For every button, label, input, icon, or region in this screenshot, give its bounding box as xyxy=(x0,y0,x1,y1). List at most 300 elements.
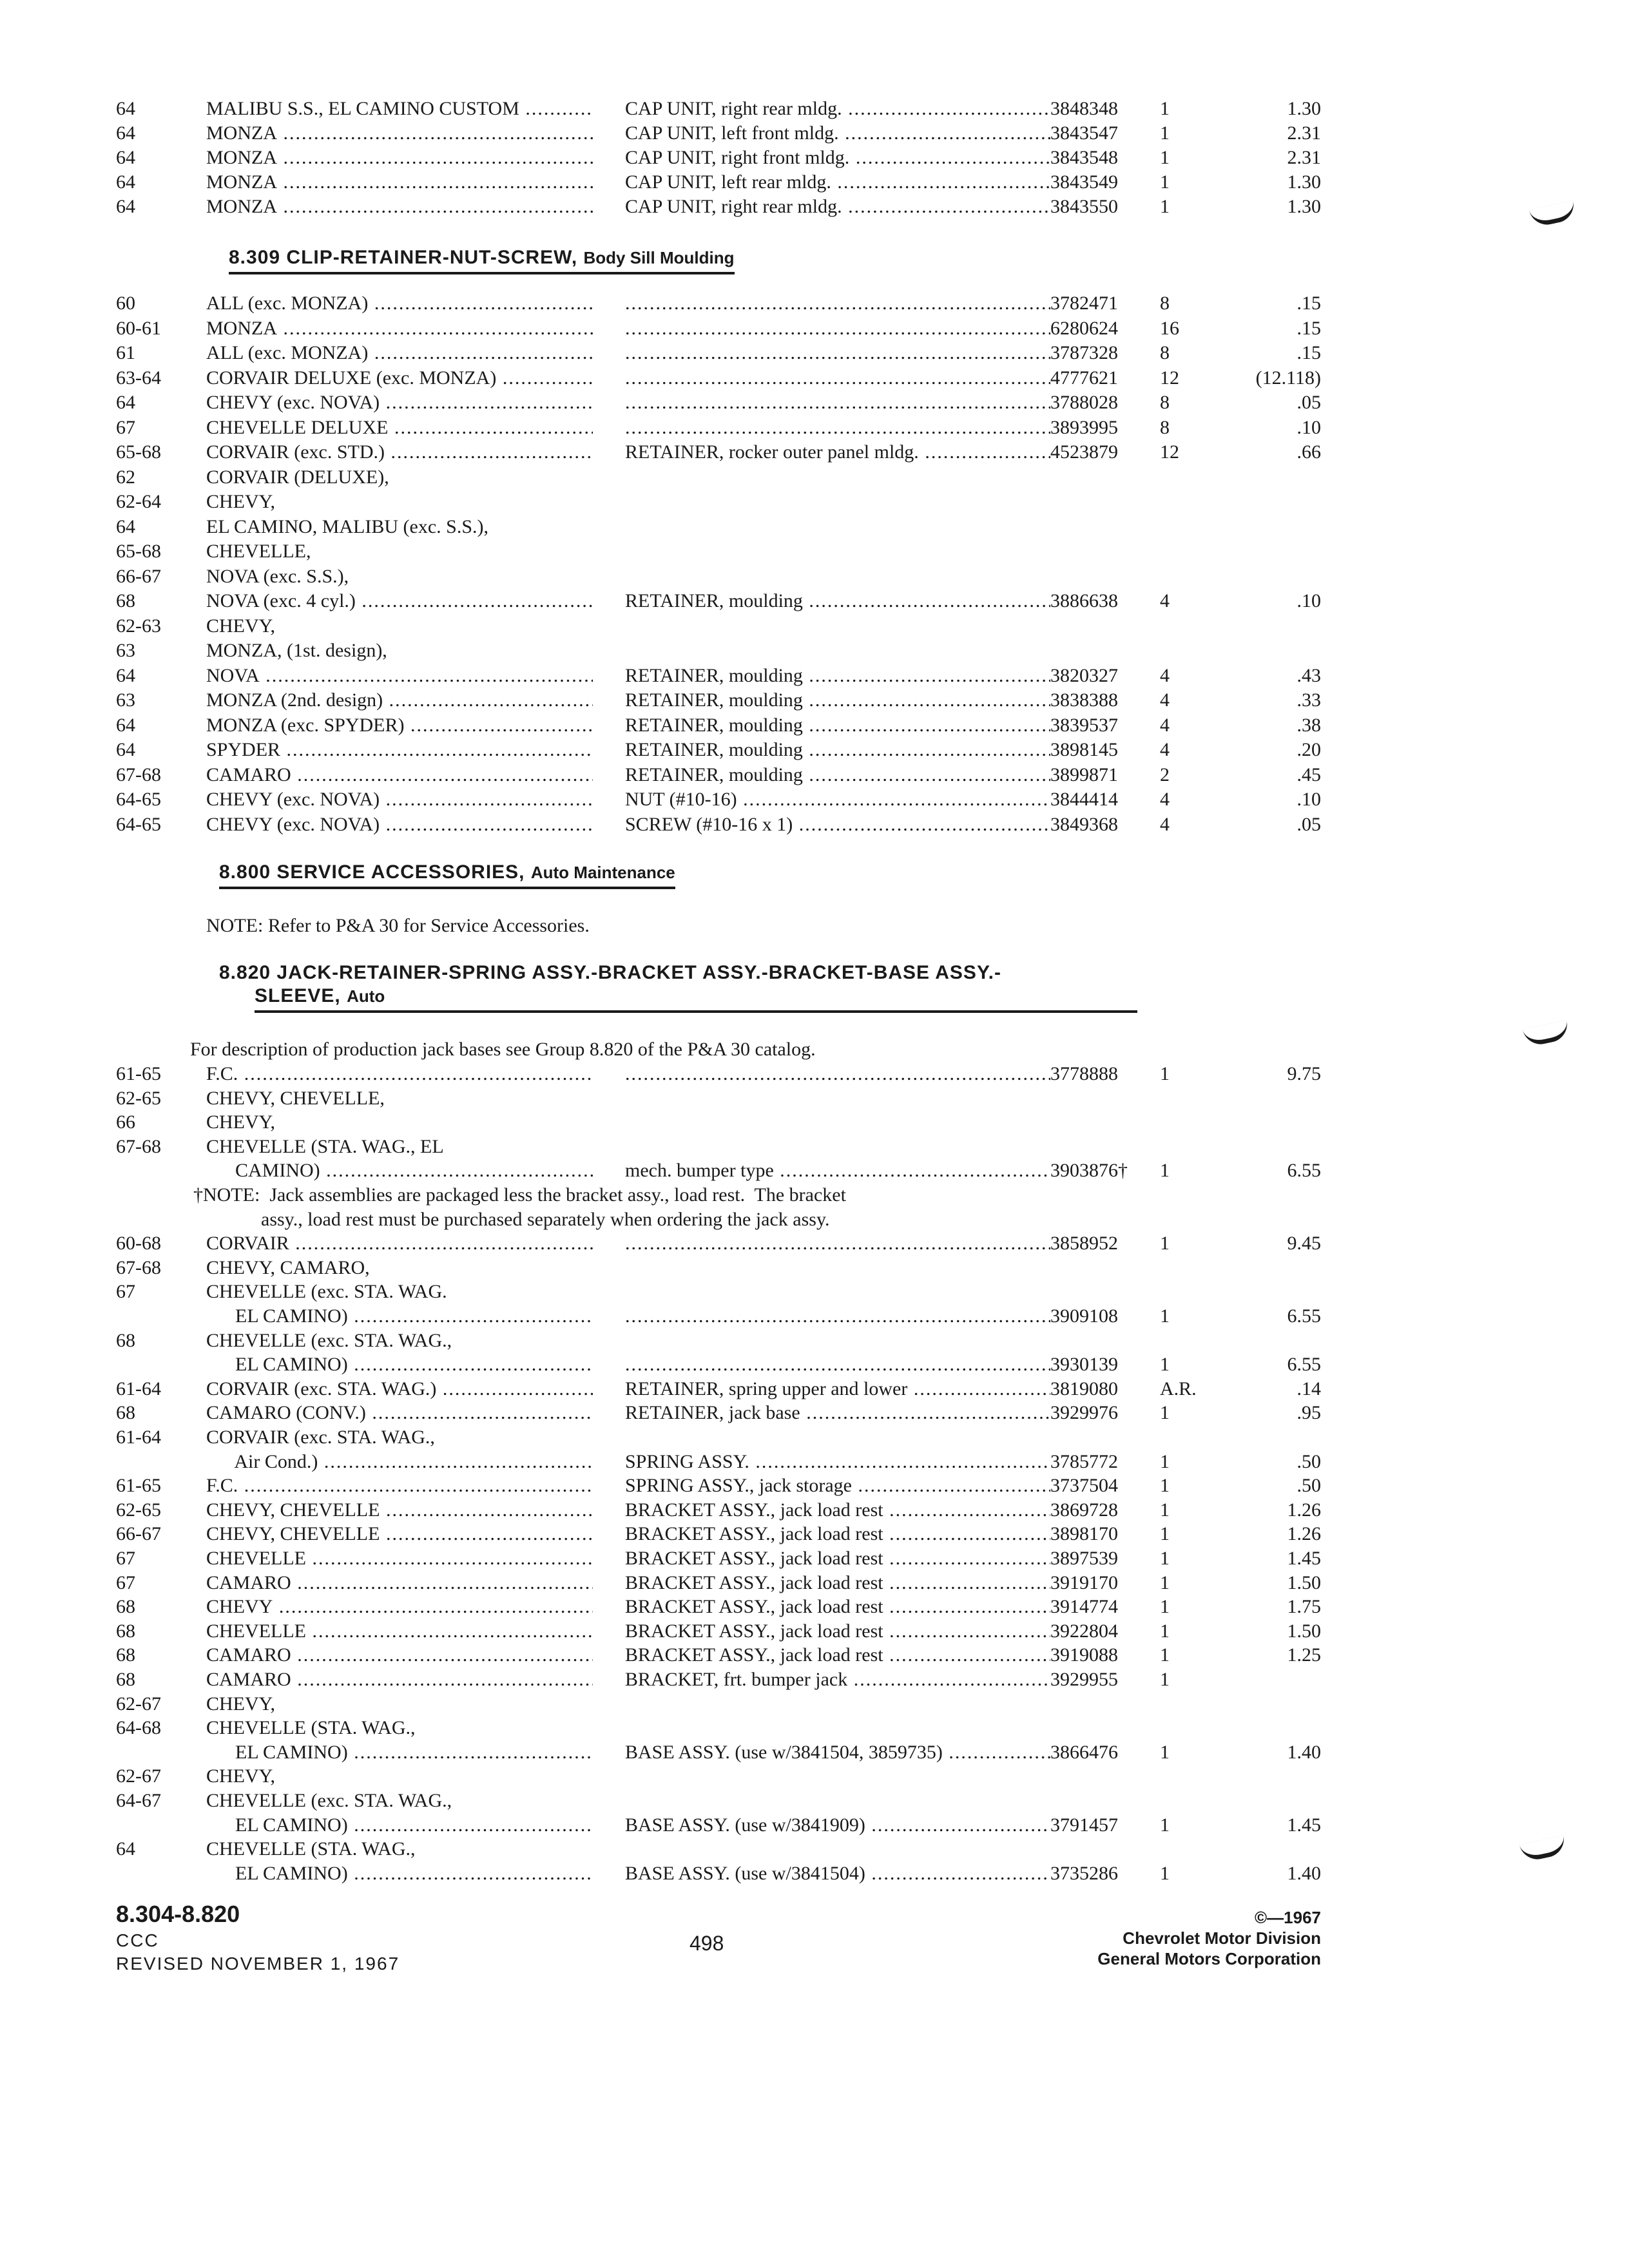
price-cell: 1.30 xyxy=(1287,196,1321,217)
catalog-code: CCC xyxy=(116,1930,159,1950)
description-cell xyxy=(625,1231,1050,1256)
table-row xyxy=(116,713,1585,738)
price-cell: 1.50 xyxy=(1287,1571,1321,1593)
model-cell: CORVAIR (exc. STA. WAG.) ..... xyxy=(206,1377,593,1401)
model-cell: Air Cond.) ..... xyxy=(206,1450,593,1474)
table-row xyxy=(116,416,1585,440)
table-row xyxy=(116,195,1585,219)
year-cell: 67-68 xyxy=(116,764,161,785)
description-cell: BASE ASSY. (use w/3841504, 3859735) ..... xyxy=(625,1740,1050,1765)
description-cell xyxy=(625,416,1050,440)
model-cell: CHEVY, CHEVELLE ..... xyxy=(206,1522,593,1546)
part-number-cell: 3899871 xyxy=(1050,764,1118,785)
year-cell: 64 xyxy=(116,392,135,413)
quantity-cell: 4 xyxy=(1160,590,1170,611)
part-number-cell: 3909108 xyxy=(1050,1305,1118,1327)
description-cell xyxy=(625,341,1050,365)
model-cell: CHEVY ..... xyxy=(206,1595,593,1619)
table-row xyxy=(116,639,1585,663)
table-row xyxy=(116,1110,1585,1135)
table-row xyxy=(116,738,1585,762)
table-row xyxy=(116,146,1585,170)
table-row xyxy=(116,1837,1585,1861)
price-cell: 2.31 xyxy=(1287,122,1321,144)
model-cell: CHEVELLE (exc. STA. WAG., xyxy=(206,1790,452,1811)
quantity-cell: 1 xyxy=(1160,98,1170,119)
description-cell: RETAINER, rocker outer panel mldg. ..... xyxy=(625,440,1050,465)
year-cell: 62-65 xyxy=(116,1087,161,1109)
year-cell: 65-68 xyxy=(116,441,161,463)
table-row xyxy=(116,1086,1585,1111)
table-row xyxy=(116,316,1585,341)
price-cell: 1.26 xyxy=(1287,1523,1321,1545)
price-cell: 2.31 xyxy=(1287,147,1321,168)
row-note: †NOTE: Jack assemblies are packaged less the bracket assy., load rest. The bracket xyxy=(193,1184,846,1206)
price-cell: .43 xyxy=(1296,664,1321,686)
year-cell: 63 xyxy=(116,640,135,661)
quantity-cell: 1 xyxy=(1160,196,1170,217)
model-cell: EL CAMINO) ..... xyxy=(206,1740,593,1765)
model-cell: EL CAMINO) ..... xyxy=(206,1304,593,1329)
table-row xyxy=(116,1789,1585,1813)
model-cell: ALL (exc. MONZA) ..... xyxy=(206,341,593,365)
part-number-cell: 3778888 xyxy=(1050,1063,1118,1084)
description-cell: CAP UNIT, right front mldg. ..... xyxy=(625,146,1050,170)
year-cell: 64 xyxy=(116,1838,135,1860)
year-cell: 61-65 xyxy=(116,1475,161,1497)
table-row xyxy=(116,564,1585,589)
quantity-cell: A.R. xyxy=(1160,1378,1197,1399)
model-cell: NOVA (exc. 4 cyl.) ..... xyxy=(206,589,593,613)
table-row xyxy=(116,366,1585,390)
price-cell: 1.26 xyxy=(1287,1499,1321,1521)
table-row xyxy=(116,1643,1585,1667)
part-number-cell: 3858952 xyxy=(1050,1233,1118,1254)
description-cell: CAP UNIT, right rear mldg. ..... xyxy=(625,195,1050,219)
quantity-cell: 1 xyxy=(1160,1620,1170,1642)
table-row xyxy=(116,688,1585,713)
table-row xyxy=(116,1813,1585,1838)
year-cell: 61-65 xyxy=(116,1063,161,1084)
quantity-cell: 8 xyxy=(1160,293,1170,314)
year-cell: 64 xyxy=(116,147,135,168)
price-cell: 6.55 xyxy=(1287,1305,1321,1327)
heading-line-1: 8.820 JACK-RETAINER-SPRING ASSY.-BRACKET ASSY.-BRACKET-BASE ASSY.- xyxy=(219,962,1001,983)
quantity-cell: 4 xyxy=(1160,739,1170,760)
part-number-cell: 3843547 xyxy=(1050,122,1118,144)
model-cell: CAMARO ..... xyxy=(206,1667,593,1692)
part-number-cell: 3843550 xyxy=(1050,196,1118,217)
table-row xyxy=(116,763,1585,787)
table-row xyxy=(116,1571,1585,1595)
price-cell: 1.40 xyxy=(1287,1741,1321,1763)
model-cell: EL CAMINO, MALIBU (exc. S.S.), xyxy=(206,515,489,537)
year-cell: 64 xyxy=(116,122,135,144)
description-cell: CAP UNIT, right rear mldg. ..... xyxy=(625,97,1050,121)
heading-sub: Body Sill Moulding xyxy=(583,248,735,267)
model-cell: CAMARO ..... xyxy=(206,763,593,787)
quantity-cell: 1 xyxy=(1160,147,1170,168)
year-cell: 62-63 xyxy=(116,615,161,637)
year-cell: 68 xyxy=(116,1644,135,1666)
price-cell: .20 xyxy=(1296,739,1321,760)
model-cell: CHEVELLE (STA. WAG., xyxy=(206,1717,416,1739)
description-cell: BASE ASSY. (use w/3841504) ..... xyxy=(625,1861,1050,1886)
table-row xyxy=(116,787,1585,812)
model-cell: CHEVY (exc. NOVA) ..... xyxy=(206,787,593,812)
year-cell: 63-64 xyxy=(116,367,161,389)
description-cell: BRACKET ASSY., jack load rest ..... xyxy=(625,1643,1050,1667)
description-cell: BASE ASSY. (use w/3841909) ..... xyxy=(625,1813,1050,1838)
part-number-cell: 3930139 xyxy=(1050,1354,1118,1376)
quantity-cell: 4 xyxy=(1160,789,1170,810)
model-cell: CAMARO (CONV.) ..... xyxy=(206,1401,593,1425)
quantity-cell: 1 xyxy=(1160,1063,1170,1084)
model-cell: MONZA ..... xyxy=(206,170,593,195)
price-cell: 9.45 xyxy=(1287,1233,1321,1254)
quantity-cell: 1 xyxy=(1160,1644,1170,1666)
quantity-cell: 1 xyxy=(1160,1450,1170,1472)
description-cell: BRACKET ASSY., jack load rest ..... xyxy=(625,1619,1050,1644)
jack-intro: For description of production jack bases see Group 8.820 of the P&A 30 catalog. xyxy=(190,1039,816,1060)
year-cell: 64 xyxy=(116,515,135,537)
model-cell: NOVA ..... xyxy=(206,664,593,688)
model-cell: MONZA (2nd. design) ..... xyxy=(206,688,593,713)
price-cell: .05 xyxy=(1296,392,1321,413)
heading-line-2: SLEEVE, xyxy=(255,985,341,1006)
part-number-cell: 3791457 xyxy=(1050,1814,1118,1836)
quantity-cell: 1 xyxy=(1160,1862,1170,1884)
description-cell: mech. bumper type ..... xyxy=(625,1158,1050,1183)
table-row xyxy=(116,664,1585,688)
part-number-cell: 3919170 xyxy=(1050,1571,1118,1593)
year-cell: 66 xyxy=(116,1111,135,1133)
price-cell: .33 xyxy=(1296,689,1321,711)
price-cell: .15 xyxy=(1296,293,1321,314)
year-cell: 64-68 xyxy=(116,1717,161,1739)
year-cell: 66-67 xyxy=(116,1523,161,1545)
model-cell: CHEVELLE (exc. STA. WAG. xyxy=(206,1281,447,1303)
table-row xyxy=(116,1329,1585,1353)
table-row xyxy=(116,1256,1585,1280)
part-number-cell: 3898170 xyxy=(1050,1523,1118,1545)
price-cell: .10 xyxy=(1296,416,1321,438)
table-row xyxy=(116,1716,1585,1740)
price-cell: 1.50 xyxy=(1287,1620,1321,1642)
table-row xyxy=(116,1425,1585,1450)
section-heading-8-800 xyxy=(219,861,675,889)
table-row xyxy=(116,1619,1585,1644)
part-number-cell: 3929955 xyxy=(1050,1669,1118,1690)
part-number-cell: 3820327 xyxy=(1050,664,1118,686)
table-row xyxy=(116,390,1585,415)
table-row xyxy=(116,440,1585,465)
year-cell: 67 xyxy=(116,1571,135,1593)
table-row xyxy=(116,1135,1585,1159)
part-number-cell: 3922804 xyxy=(1050,1620,1118,1642)
quantity-cell: 1 xyxy=(1160,122,1170,144)
year-cell: 66-67 xyxy=(116,565,161,587)
model-cell: CHEVELLE ..... xyxy=(206,1619,593,1644)
year-cell: 61-64 xyxy=(116,1378,161,1399)
price-cell: 1.75 xyxy=(1287,1596,1321,1618)
description-cell xyxy=(625,1304,1050,1329)
model-cell: CHEVELLE DELUXE ..... xyxy=(206,416,593,440)
quantity-cell: 1 xyxy=(1160,171,1170,193)
quantity-cell: 8 xyxy=(1160,416,1170,438)
part-number-cell: 3735286 xyxy=(1050,1862,1118,1884)
table-row xyxy=(116,1304,1585,1329)
description-cell xyxy=(625,1062,1050,1086)
price-cell: (12.118) xyxy=(1255,367,1321,389)
quantity-cell: 1 xyxy=(1160,1814,1170,1836)
table-row xyxy=(116,341,1585,365)
part-number-cell: 3903876† xyxy=(1050,1160,1128,1182)
table-row xyxy=(116,1498,1585,1523)
quantity-cell: 4 xyxy=(1160,664,1170,686)
price-cell: .10 xyxy=(1296,590,1321,611)
table-row xyxy=(116,589,1585,613)
model-cell: CHEVY, CHEVELLE, xyxy=(206,1087,385,1109)
price-cell: 9.75 xyxy=(1287,1063,1321,1084)
model-cell: CHEVY, xyxy=(206,491,275,512)
description-cell: RETAINER, spring upper and lower ..... xyxy=(625,1377,1050,1401)
year-cell: 61-64 xyxy=(116,1427,161,1448)
heading-sub: Auto xyxy=(347,986,385,1006)
part-number-cell: 3869728 xyxy=(1050,1499,1118,1521)
price-cell: .38 xyxy=(1296,714,1321,736)
table-row xyxy=(116,812,1585,837)
year-cell: 62-67 xyxy=(116,1693,161,1715)
section-heading-8-820-line2 xyxy=(255,985,1137,1013)
part-number-cell: 3897539 xyxy=(1050,1548,1118,1569)
description-cell: BRACKET ASSY., jack load rest ..... xyxy=(625,1546,1050,1571)
description-cell xyxy=(625,291,1050,316)
model-cell: MALIBU S.S., EL CAMINO CUSTOM ..... xyxy=(206,97,593,121)
quantity-cell: 1 xyxy=(1160,1571,1170,1593)
heading-text: 8.309 CLIP-RETAINER-NUT-SCREW, xyxy=(229,247,578,268)
model-cell: CHEVY (exc. NOVA) ..... xyxy=(206,812,593,837)
model-cell: CHEVELLE ..... xyxy=(206,1546,593,1571)
model-cell: EL CAMINO) ..... xyxy=(206,1352,593,1377)
part-number-cell: 3893995 xyxy=(1050,416,1118,438)
quantity-cell: 1 xyxy=(1160,1669,1170,1690)
description-cell: CAP UNIT, left rear mldg. ..... xyxy=(625,170,1050,195)
year-cell: 67-68 xyxy=(116,1135,161,1157)
table-row xyxy=(116,121,1585,146)
price-cell: 1.40 xyxy=(1287,1862,1321,1884)
year-cell: 67-68 xyxy=(116,1256,161,1278)
year-cell: 67 xyxy=(116,1281,135,1303)
model-cell: MONZA (exc. SPYDER) ..... xyxy=(206,713,593,738)
year-cell: 64-65 xyxy=(116,789,161,810)
part-number-cell: 3838388 xyxy=(1050,689,1118,711)
model-cell: CORVAIR (exc. STD.) ..... xyxy=(206,440,593,465)
description-cell: RETAINER, moulding ..... xyxy=(625,763,1050,787)
model-cell: CAMINO) ..... xyxy=(206,1158,593,1183)
table-row xyxy=(116,1692,1585,1716)
price-cell: 1.30 xyxy=(1287,98,1321,119)
part-number-cell: 3919088 xyxy=(1050,1644,1118,1666)
year-cell: 64 xyxy=(116,739,135,760)
model-cell: CHEVELLE, xyxy=(206,541,311,562)
description-cell xyxy=(625,316,1050,341)
part-number-cell: 3886638 xyxy=(1050,590,1118,611)
quantity-cell: 1 xyxy=(1160,1499,1170,1521)
quantity-cell: 8 xyxy=(1160,342,1170,363)
model-cell: SPYDER ..... xyxy=(206,738,593,762)
year-cell: 68 xyxy=(116,590,135,611)
part-number-cell: 3843548 xyxy=(1050,147,1118,168)
table-row xyxy=(116,1158,1585,1183)
year-cell: 60-61 xyxy=(116,317,161,339)
description-cell xyxy=(625,366,1050,390)
table-row xyxy=(116,1207,1585,1232)
price-cell: .66 xyxy=(1296,441,1321,463)
table-row xyxy=(116,1667,1585,1692)
price-cell: .14 xyxy=(1296,1378,1321,1399)
table-row xyxy=(116,97,1585,121)
table-row xyxy=(116,170,1585,195)
description-cell xyxy=(625,390,1050,415)
model-cell: MONZA ..... xyxy=(206,316,593,341)
quantity-cell: 1 xyxy=(1160,1305,1170,1327)
description-cell: BRACKET ASSY., jack load rest ..... xyxy=(625,1498,1050,1523)
section-heading-8-820 xyxy=(219,961,1001,987)
table-row xyxy=(116,490,1585,514)
model-cell: CHEVY, CAMARO, xyxy=(206,1256,370,1278)
table-row xyxy=(116,1522,1585,1546)
quantity-cell: 12 xyxy=(1160,367,1179,389)
model-cell: F.C. ..... xyxy=(206,1474,593,1498)
quantity-cell: 1 xyxy=(1160,1548,1170,1569)
quantity-cell: 8 xyxy=(1160,392,1170,413)
year-cell: 64 xyxy=(116,664,135,686)
price-cell: .15 xyxy=(1296,317,1321,339)
table-row xyxy=(116,291,1585,316)
quantity-cell: 1 xyxy=(1160,1354,1170,1376)
part-number-cell: 3819080 xyxy=(1050,1378,1118,1399)
footer-right xyxy=(1097,1907,1321,1969)
price-cell: 1.25 xyxy=(1287,1644,1321,1666)
model-cell: CHEVY, xyxy=(206,615,275,637)
part-number-cell: 4523879 xyxy=(1050,441,1118,463)
year-cell: 68 xyxy=(116,1402,135,1424)
page-number: 498 xyxy=(689,1932,724,1955)
part-number-cell: 6280624 xyxy=(1050,317,1118,339)
description-cell: RETAINER, moulding ..... xyxy=(625,664,1050,688)
part-number-cell: 3929976 xyxy=(1050,1402,1118,1424)
year-cell: 64 xyxy=(116,171,135,193)
heading-sub: Auto Maintenance xyxy=(530,863,675,882)
part-number-cell: 3785772 xyxy=(1050,1450,1118,1472)
part-number-cell: 3843549 xyxy=(1050,171,1118,193)
description-cell: SPRING ASSY. ..... xyxy=(625,1450,1050,1474)
year-cell: 62-67 xyxy=(116,1765,161,1787)
section-range: 8.304-8.820 xyxy=(116,1901,240,1927)
table-row xyxy=(116,515,1585,539)
description-cell xyxy=(625,1352,1050,1377)
quantity-cell: 1 xyxy=(1160,1160,1170,1182)
price-cell: .95 xyxy=(1296,1402,1321,1424)
year-cell: 67 xyxy=(116,1548,135,1569)
model-cell: CORVAIR ..... xyxy=(206,1231,593,1256)
quantity-cell: 1 xyxy=(1160,1596,1170,1618)
quantity-cell: 1 xyxy=(1160,1475,1170,1497)
year-cell: 61 xyxy=(116,342,135,363)
model-cell: MONZA, (1st. design), xyxy=(206,640,387,661)
year-cell: 63 xyxy=(116,689,135,711)
part-number-cell: 3844414 xyxy=(1050,789,1118,810)
table-row xyxy=(116,1740,1585,1765)
price-cell: 6.55 xyxy=(1287,1354,1321,1376)
description-cell: RETAINER, moulding ..... xyxy=(625,589,1050,613)
model-cell: ALL (exc. MONZA) ..... xyxy=(206,291,593,316)
description-cell: BRACKET, frt. bumper jack ..... xyxy=(625,1667,1050,1692)
model-cell: MONZA ..... xyxy=(206,121,593,146)
year-cell: 68 xyxy=(116,1329,135,1351)
price-cell: 1.30 xyxy=(1287,171,1321,193)
part-number-cell: 3848348 xyxy=(1050,98,1118,119)
part-number-cell: 3737504 xyxy=(1050,1475,1118,1497)
model-cell: CORVAIR (DELUXE), xyxy=(206,466,389,488)
table-row xyxy=(116,1450,1585,1474)
copyright: ©—1967 xyxy=(1255,1908,1321,1927)
table-row xyxy=(116,1401,1585,1425)
quantity-cell: 4 xyxy=(1160,714,1170,736)
part-number-cell: 3898145 xyxy=(1050,739,1118,760)
footer-left xyxy=(116,1899,400,1975)
table-row xyxy=(116,1231,1585,1256)
table-row xyxy=(116,1474,1585,1498)
year-cell: 62 xyxy=(116,466,135,488)
quantity-cell: 1 xyxy=(1160,1741,1170,1763)
table-row xyxy=(116,1280,1585,1304)
year-cell: 62-64 xyxy=(116,491,161,512)
year-cell: 62-65 xyxy=(116,1499,161,1521)
row-note: assy., load rest must be purchased separately when ordering the jack assy. xyxy=(193,1208,830,1230)
part-number-cell: 3866476 xyxy=(1050,1741,1118,1763)
year-cell: 60-68 xyxy=(116,1233,161,1254)
description-cell: RETAINER, jack base ..... xyxy=(625,1401,1050,1425)
price-cell: .10 xyxy=(1296,789,1321,810)
table-row xyxy=(116,1861,1585,1886)
quantity-cell: 1 xyxy=(1160,1233,1170,1254)
part-number-cell: 4777621 xyxy=(1050,367,1118,389)
price-cell: 1.45 xyxy=(1287,1814,1321,1836)
model-cell: CHEVELLE (STA. WAG., EL xyxy=(206,1135,444,1157)
part-number-cell: 3849368 xyxy=(1050,813,1118,835)
description-cell: RETAINER, moulding ..... xyxy=(625,713,1050,738)
model-cell: CORVAIR (exc. STA. WAG., xyxy=(206,1427,435,1448)
table-row xyxy=(116,1546,1585,1571)
revised-date: REVISED NOVEMBER 1, 1967 xyxy=(116,1954,400,1974)
description-cell: CAP UNIT, left front mldg. ..... xyxy=(625,121,1050,146)
quantity-cell: 1 xyxy=(1160,1402,1170,1424)
quantity-cell: 4 xyxy=(1160,813,1170,835)
model-cell: CHEVY, xyxy=(206,1765,275,1787)
service-accessories-note: NOTE: Refer to P&A 30 for Service Accessories. xyxy=(206,915,590,936)
table-row xyxy=(116,1062,1585,1086)
quantity-cell: 4 xyxy=(1160,689,1170,711)
table-row xyxy=(116,1595,1585,1619)
year-cell: 64 xyxy=(116,714,135,736)
model-cell: CHEVELLE (STA. WAG., xyxy=(206,1838,416,1860)
description-cell: BRACKET ASSY., jack load rest ..... xyxy=(625,1522,1050,1546)
description-cell: RETAINER, moulding ..... xyxy=(625,688,1050,713)
corporation: General Motors Corporation xyxy=(1097,1949,1321,1968)
year-cell: 60 xyxy=(116,293,135,314)
